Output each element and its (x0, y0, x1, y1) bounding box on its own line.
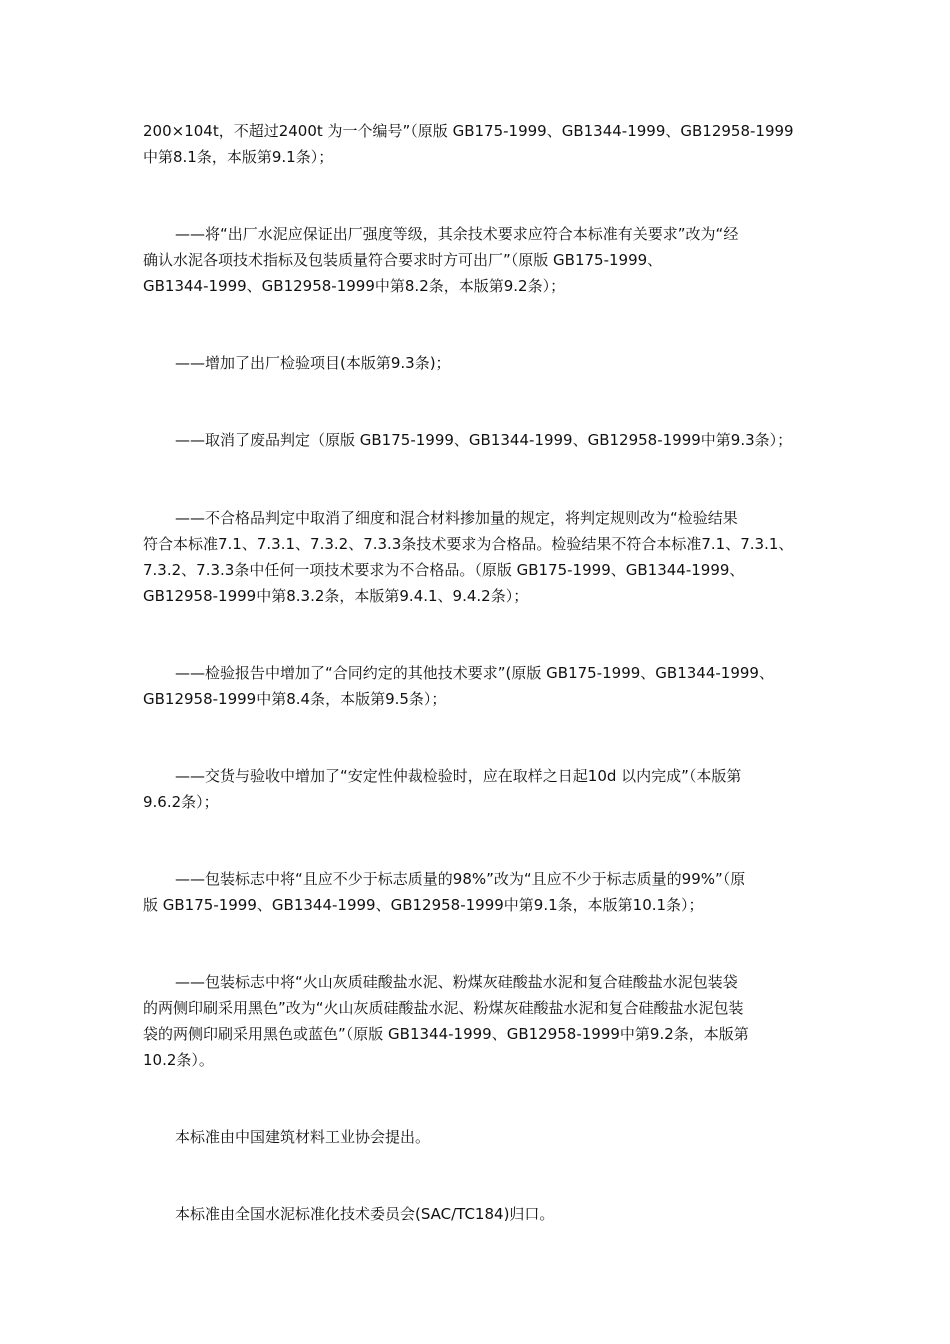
text-line: GB12958-1999中第8.4条，本版第9.5条）； (143, 690, 447, 708)
paragraph-package-mass (143, 866, 808, 918)
text-line: ——检验报告中增加了“合同约定的其他技术要求”(原版 GB175-1999、GB1344-1999、 (175, 664, 774, 682)
text-line: 本标准由中国建筑材料工业协会提出。 (175, 1128, 431, 1146)
text-line: 版 GB175-1999、GB1344-1999、GB12958-1999中第9.1条，本版第10.1条）； (143, 896, 704, 914)
text-line: 10.2条）。 (143, 1051, 214, 1069)
paragraph-inspection-report (143, 660, 808, 712)
paragraph-nonconforming (143, 505, 808, 609)
text-line: ——包装标志中将“且应不少于标志质量的98%”改为“且应不少于标志质量的99%”（原 (175, 870, 746, 888)
text-line: ——包装标志中将“火山灰质硅酸盐水泥、粉煤灰硅酸盐水泥和复合硅酸盐水泥包装袋 (175, 973, 738, 991)
text-line: 200×104t，不超过2400t 为一个编号”（原版 GB175-1999、GB1344-1999、GB12958-1999 (143, 122, 794, 140)
paragraph-factory-release (143, 221, 808, 299)
text-line: 确认水泥各项技术指标及包装质量符合要求时方可出厂”（原版 GB175-1999、 (143, 251, 663, 269)
text-line: 的两侧印刷采用黑色”改为“火山灰质硅酸盐水泥、粉煤灰硅酸盐水泥和复合硅酸盐水泥包装 (143, 999, 744, 1017)
text-line: GB1344-1999、GB12958-1999中第8.2条，本版第9.2条）； (143, 277, 566, 295)
text-line: GB12958-1999中第8.3.2条，本版第9.4.1、9.4.2条）； (143, 587, 529, 605)
text-line: ——增加了出厂检验项目(本版第9.3条)； (175, 354, 451, 372)
text-line: ——将“出厂水泥应保证出厂强度等级，其余技术要求应符合本标准有关要求”改为“经 (175, 225, 739, 243)
text-line: ——取消了废品判定（原版 GB175-1999、GB1344-1999、GB12958-1999中第9.3条）； (175, 431, 793, 449)
paragraph-package-color (143, 969, 808, 1073)
text-line: ——交货与验收中增加了“安定性仲裁检验时，应在取样之日起10d 以内完成”（本版第 (175, 767, 742, 785)
text-line: 袋的两侧印刷采用黑色或蓝色”（原版 GB1344-1999、GB12958-1999中第9.2条，本版第 (143, 1025, 749, 1043)
text-line: 本标准由全国水泥标准化技术委员会(SAC/TC184)归口。 (175, 1205, 555, 1223)
paragraph-committee (143, 1201, 808, 1227)
text-line: 7.3.2、7.3.3条中任何一项技术要求为不合格品。（原版 GB175-1999、GB1344-1999、 (143, 561, 745, 579)
text-line: 9.6.2条）； (143, 793, 219, 811)
paragraph-waste-judgment (143, 427, 808, 453)
paragraph-proposer (143, 1124, 808, 1150)
text-line: 符合本标准7.1、7.3.1、7.3.2、7.3.3条技术要求为合格品。检验结果不符合本标准7.1、7.3.1、 (143, 535, 794, 553)
text-line: 中第8.1条，本版第9.1条）； (143, 148, 334, 166)
paragraph-inspection-items (143, 350, 808, 376)
paragraph-numbering-rule (143, 118, 808, 170)
paragraph-delivery-acceptance (143, 763, 808, 815)
text-line: ——不合格品判定中取消了细度和混合材料掺加量的规定，将判定规则改为“检验结果 (175, 509, 738, 527)
